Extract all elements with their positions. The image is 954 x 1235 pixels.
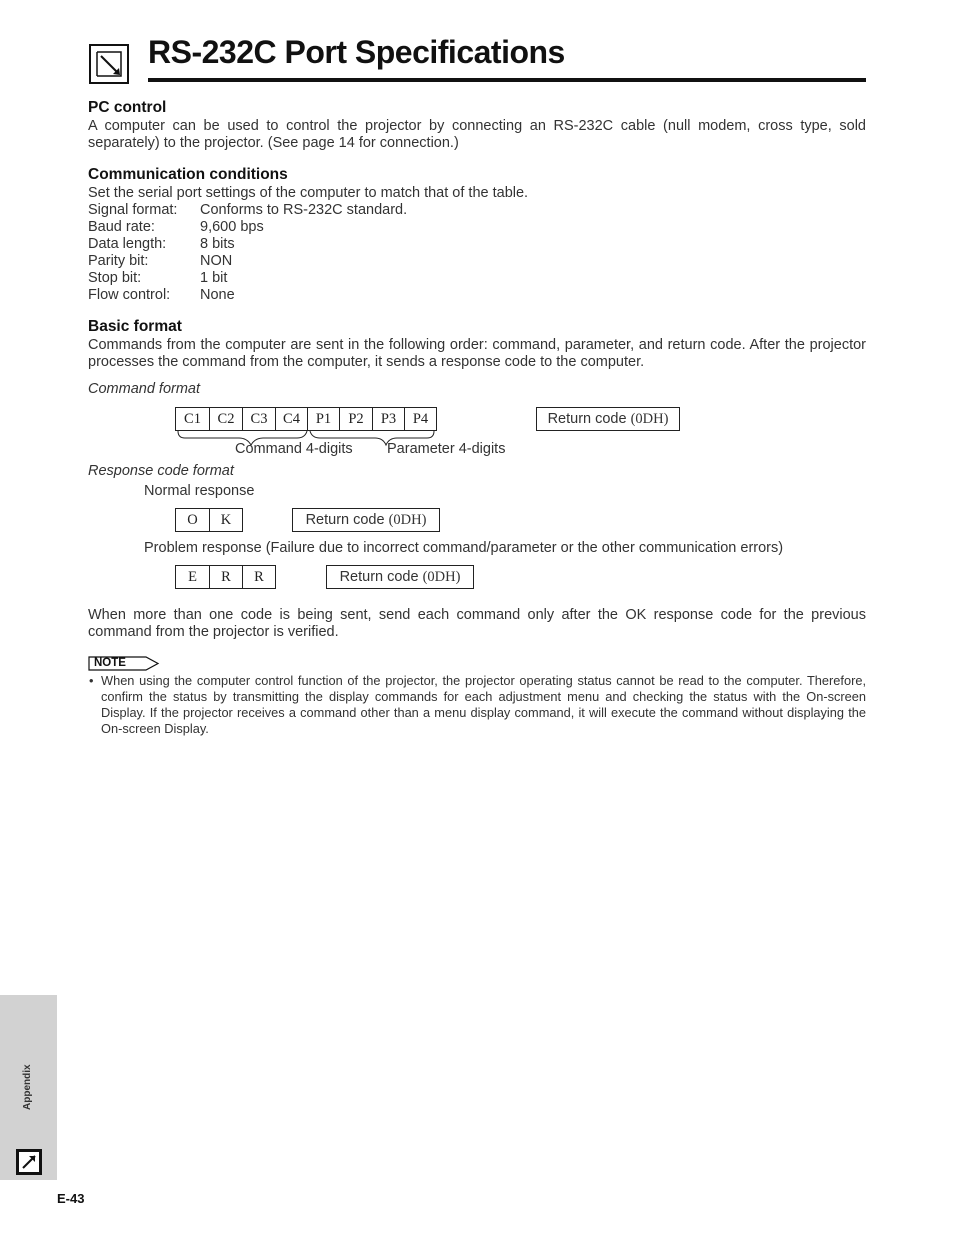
return-code-value: (0DH): [422, 568, 461, 585]
normal-response-label: Normal response: [144, 483, 255, 499]
command-cell: C2: [209, 408, 242, 430]
return-code-text: Return code: [305, 512, 385, 528]
command-format-label: Command format: [88, 381, 201, 397]
pc-control-heading: PC control: [88, 99, 167, 116]
normal-return-code: [292, 508, 440, 532]
parameter-cell: P4: [404, 408, 436, 430]
command-cell: C3: [242, 408, 275, 430]
title-rule: [148, 78, 866, 82]
spec-value: 8 bits: [200, 236, 235, 252]
return-code-value: (0DH): [630, 410, 669, 427]
spec-label: Data length:: [88, 236, 167, 252]
parameter-cell: P2: [339, 408, 372, 430]
note-badge: [88, 656, 160, 671]
note-badge-label: NOTE: [94, 657, 126, 669]
response-cell: O: [187, 511, 198, 528]
response-cell: K: [209, 509, 242, 531]
basic-format-heading: Basic format: [88, 318, 182, 335]
parameter-cell: P1: [307, 408, 339, 430]
command-cell: C4: [275, 408, 307, 430]
parameter-cell: P3: [372, 408, 404, 430]
response-cell: E: [188, 568, 197, 585]
problem-response-cells: [175, 565, 276, 589]
command-digits-label: Command 4-digits: [235, 441, 353, 457]
pc-control-text: A computer can be used to control the projector by connecting an RS-232C cable (null modem, cross type, sold separately) to the projector. (See page 14 for connection.): [88, 118, 866, 151]
response-format-label: Response code format: [88, 463, 234, 479]
return-code-text: Return code: [339, 569, 419, 585]
closing-text: When more than one code is being sent, send each command only after the OK response code for the previous command from the projector is verified.: [88, 607, 866, 640]
return-code-text: Return code: [547, 411, 627, 427]
spec-label: Parity bit:: [88, 253, 149, 269]
spec-value: None: [200, 287, 235, 303]
return-code-value: (0DH): [388, 511, 427, 528]
sidebar-label: Appendix: [22, 1064, 33, 1110]
spec-value: 1 bit: [200, 270, 228, 286]
spec-value: NON: [200, 253, 233, 269]
command-return-code: [536, 407, 680, 431]
spec-label: Baud rate:: [88, 219, 155, 235]
problem-return-code: [326, 565, 474, 589]
parameter-digits-label: Parameter 4-digits: [387, 441, 506, 457]
spec-label: Flow control:: [88, 287, 171, 303]
section-icon: [89, 44, 129, 84]
communication-heading: Communication conditions: [88, 166, 288, 183]
note-text: When using the computer control function of the projector, the projector operating status cannot be read to the computer. Therefore, confirm the status by transmitting the display commands for each adjustment menu and checking the status with the On-screen Display. If the projector receives a command other than a menu display command, it will execute the command without displaying the On-screen Display.: [101, 673, 866, 736]
communication-intro: Set the serial port settings of the computer to match that of the table.: [88, 185, 529, 201]
normal-response-cells: [175, 508, 243, 532]
spec-label: Signal format:: [88, 202, 178, 218]
command-format-cells: [175, 407, 437, 431]
response-cell: R: [209, 566, 242, 588]
appendix-icon: [16, 1149, 42, 1175]
response-cell: R: [242, 566, 275, 588]
basic-format-text: Commands from the computer are sent in the following order: command, parameter, and return code. After the projector processes the command from the computer, it sends a response code to the computer.: [88, 337, 866, 370]
page-number: E-43: [57, 1191, 85, 1206]
page-title: RS-232C Port Specifications: [148, 34, 565, 70]
command-cell: C1: [184, 410, 201, 427]
spec-value: Conforms to RS-232C standard.: [200, 202, 408, 218]
spec-value: 9,600 bps: [200, 219, 264, 235]
note-bullet: •: [89, 673, 94, 688]
spec-label: Stop bit:: [88, 270, 142, 286]
problem-response-label: Problem response (Failure due to incorrect command/parameter or the other communication errors): [144, 540, 784, 556]
